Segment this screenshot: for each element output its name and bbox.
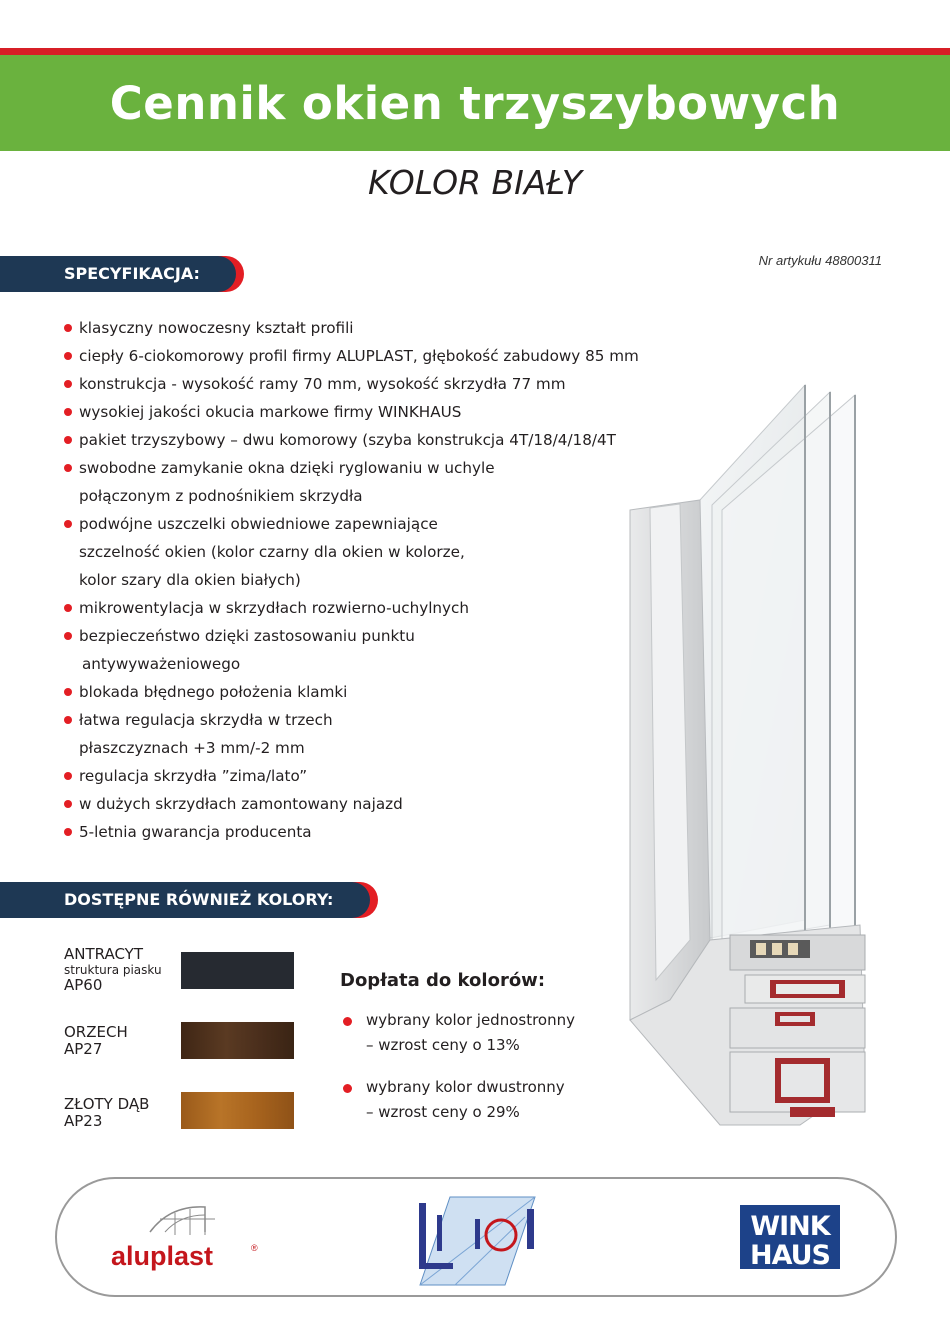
article-number: Nr artykułu 48800311 <box>758 253 882 268</box>
spec-item-text: konstrukcja - wysokość ramy 70 mm, wysokość skrzydła 77 mm <box>79 375 566 393</box>
spec-item-text: klasyczny nowoczesny kształt profili <box>79 319 354 337</box>
top-red-stripe <box>0 48 950 55</box>
lipol-logo <box>419 1197 535 1285</box>
spec-item-text: połączonym z podnośnikiem skrzydła <box>79 487 363 505</box>
surcharge-item: wybrany kolor dwustronny – wzrost ceny o 29% <box>340 1075 640 1125</box>
page-subtitle: KOLOR BIAŁY <box>368 163 582 202</box>
color-name: ZŁOTY DĄB <box>64 1095 150 1113</box>
color-code: AP27 <box>64 1040 103 1058</box>
color-subtitle: struktura piasku <box>64 963 162 977</box>
aluplast-logo <box>111 1207 258 1271</box>
spec-item-text: antywyważeniowego <box>82 655 241 673</box>
spec-item <box>62 790 639 818</box>
svg-text:HAUS: HAUS <box>749 1240 831 1271</box>
bullet-icon <box>64 464 72 472</box>
color-swatch-orzech <box>181 1022 294 1059</box>
svg-text:WINK: WINK <box>750 1211 830 1242</box>
bullet-icon <box>64 604 72 612</box>
surcharge-item: wybrany kolor jednostronny – wzrost ceny o 13% <box>340 1008 640 1058</box>
spec-item-text: regulacja skrzydła ”zima/lato” <box>79 767 308 785</box>
spec-item-text: mikrowentylacja w skrzydłach rozwierno-uchylnych <box>79 599 470 617</box>
bullet-icon <box>343 1017 352 1026</box>
bullet-icon <box>64 436 72 444</box>
color-swatch-antracyt <box>181 952 294 989</box>
color-swatch-zloty-dab <box>181 1092 294 1129</box>
color-code: AP23 <box>64 1112 103 1130</box>
spec-item-text: 5-letnia gwarancja producenta <box>79 823 312 841</box>
bullet-icon <box>64 324 72 332</box>
spec-item <box>62 818 639 846</box>
spec-item-text: blokada błędnego położenia klamki <box>79 683 348 701</box>
color-code: AP60 <box>64 976 103 994</box>
bullet-icon <box>64 716 72 724</box>
spec-item <box>62 370 639 398</box>
partner-logos <box>55 1177 897 1297</box>
spec-item <box>62 398 639 426</box>
title-banner <box>0 55 950 151</box>
spec-item-text: płaszczyznach +3 mm/-2 mm <box>79 739 305 757</box>
spec-item-text: pakiet trzyszybowy – dwu komorowy (szyba konstrukcja 4T/18/4/18/4T <box>79 431 616 449</box>
winkhaus-logo <box>740 1205 840 1271</box>
spec-item <box>62 510 639 594</box>
bullet-icon <box>64 520 72 528</box>
surcharge-section <box>340 970 575 1121</box>
spec-item-text: ciepły 6-ciokomorowy profil firmy ALUPLAST, głębokość zabudowy 85 mm <box>79 347 639 365</box>
spec-item <box>62 454 639 510</box>
colors-heading: DOSTĘPNE RÓWNIEŻ KOLORY: <box>0 882 370 918</box>
surcharge-heading: Dopłata do kolorów: <box>340 970 546 991</box>
spec-item-text: swobodne zamykanie okna dzięki ryglowaniu w uchyle <box>79 459 495 477</box>
spec-item-text: w dużych skrzydłach zamontowany najazd <box>79 795 403 813</box>
spec-item-text: podwójne uszczelki obwiedniowe zapewniające <box>79 515 438 533</box>
spec-item <box>62 622 639 678</box>
bullet-icon <box>64 800 72 808</box>
bullet-icon <box>64 408 72 416</box>
spec-item <box>62 426 639 454</box>
spec-heading: SPECYFIKACJA: <box>0 256 236 292</box>
svg-text:aluplast: aluplast <box>111 1241 214 1271</box>
bullet-icon <box>64 688 72 696</box>
spec-list <box>62 314 639 846</box>
bullet-icon <box>64 352 72 360</box>
color-option <box>64 1096 304 1130</box>
spec-item <box>62 342 639 370</box>
bullet-icon <box>64 380 72 388</box>
spec-item <box>62 594 639 622</box>
page-title: Cennik okien trzyszybowych <box>109 76 841 130</box>
color-option <box>64 946 304 994</box>
bullet-icon <box>64 772 72 780</box>
spec-item-text: łatwa regulacja skrzydła w trzech <box>79 711 333 729</box>
color-name: ANTRACYT <box>64 945 143 963</box>
spec-item-text: bezpieczeństwo dzięki zastosowaniu punktu <box>79 627 415 645</box>
color-name: ORZECH <box>64 1023 128 1041</box>
bullet-icon <box>343 1084 352 1093</box>
svg-text:®: ® <box>251 1243 258 1253</box>
spec-item <box>62 706 639 762</box>
window-profile-illustration <box>600 380 900 1150</box>
bullet-icon <box>64 632 72 640</box>
spec-item <box>62 678 639 706</box>
spec-item <box>62 762 639 790</box>
spec-item <box>62 314 639 342</box>
spec-item-text: kolor szary dla okien białych) <box>79 571 301 589</box>
spec-item-text: wysokiej jakości okucia markowe firmy WINKHAUS <box>79 403 462 421</box>
color-option <box>64 1024 304 1058</box>
spec-item-text: szczelność okien (kolor czarny dla okien w kolorze, <box>79 543 465 561</box>
bullet-icon <box>64 828 72 836</box>
